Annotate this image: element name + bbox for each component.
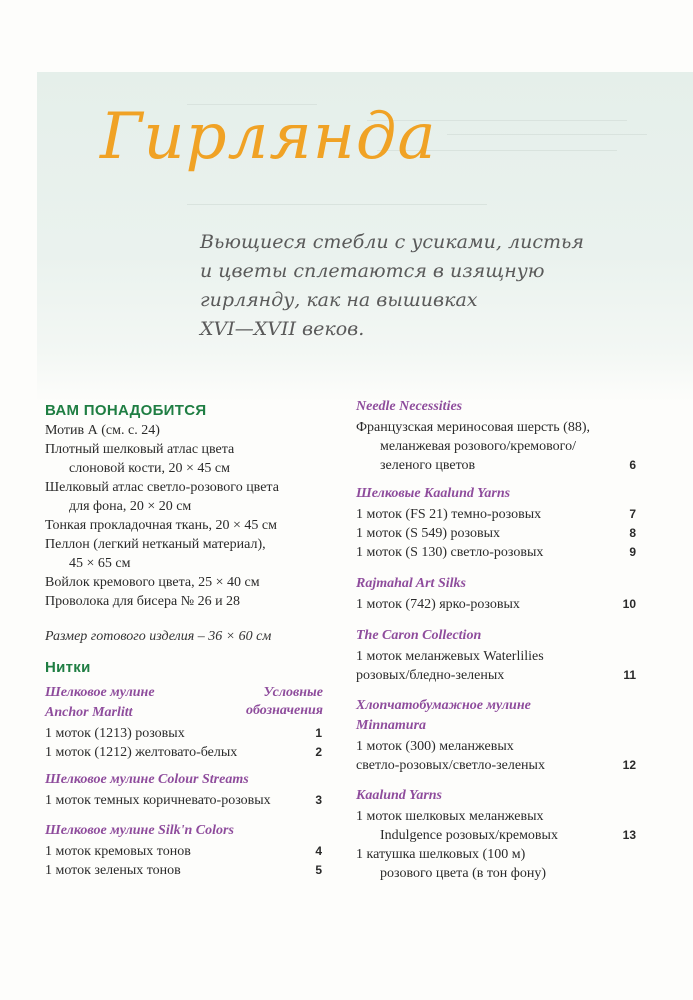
needs-item: Войлок кремового цвета, 25 × 40 см — [45, 575, 260, 590]
thread-row — [356, 845, 636, 864]
needs-item-cont: для фона, 20 × 20 см — [69, 499, 192, 514]
thread-row — [356, 826, 636, 845]
thread-text: 1 моток кремовых тонов — [45, 844, 191, 859]
thread-brand: Anchor Marlitt — [45, 705, 133, 720]
thread-text: меланжевая розового/кремового/ — [380, 439, 576, 454]
legend-header — [246, 684, 323, 720]
thread-text: 1 катушка шелковых (100 м) — [356, 847, 526, 862]
thread-text: 1 моток (1213) розовых — [45, 726, 185, 741]
thread-text: светло-розовых/светло-зеленых — [356, 758, 545, 773]
subtitle-line: XVI—XVII веков. — [200, 318, 365, 340]
thread-group-silkn-colors — [45, 822, 335, 880]
thread-row — [356, 543, 636, 562]
thread-row — [45, 743, 335, 762]
legend-number: 13 — [622, 828, 636, 842]
thread-row — [356, 666, 636, 685]
thread-row — [356, 737, 636, 756]
thread-row — [356, 505, 636, 524]
finished-size-note: Размер готового изделия – 36 × 60 см — [45, 629, 272, 644]
thread-text: розового цвета (в тон фону) — [380, 866, 547, 881]
needs-item: Тонкая прокладочная ткань, 20 × 45 см — [45, 518, 277, 533]
thread-text: 1 моток (1212) желтовато-белых — [45, 745, 238, 760]
thread-text: 1 моток (300) меланжевых — [356, 739, 514, 754]
legend-number: 7 — [629, 507, 636, 521]
thread-row — [45, 861, 335, 880]
thread-group-needle-necessities — [356, 398, 636, 475]
thread-brand: Хлопчатобумажное мулине — [356, 698, 531, 713]
faint-bleedthrough-line — [447, 134, 647, 135]
thread-brand: Шелковое мулине Colour Streams — [45, 772, 249, 787]
thread-text: 1 моток (FS 21) темно-розовых — [356, 507, 542, 522]
legend-number: 12 — [622, 758, 636, 772]
legend-number: 9 — [629, 545, 636, 559]
needs-item-cont: 45 × 65 см — [69, 556, 131, 571]
thread-row — [45, 791, 335, 810]
page-title: Гирлянда — [100, 100, 437, 174]
thread-text: 1 моток зеленых тонов — [45, 863, 181, 878]
thread-row — [356, 456, 636, 475]
threads-heading: Нитки — [45, 659, 91, 676]
thread-text: 1 моток шелковых меланжевых — [356, 809, 544, 824]
page-subtitle — [200, 228, 620, 344]
legend-number: 6 — [629, 458, 636, 472]
thread-group-colour-streams — [45, 771, 335, 810]
thread-row — [45, 724, 335, 743]
thread-group-anchor — [45, 684, 335, 762]
thread-text: 1 моток (742) ярко-розовых — [356, 597, 520, 612]
legend-number: 2 — [315, 745, 322, 759]
thread-brand: Rajmahal Art Silks — [356, 576, 466, 591]
thread-group-minnamura — [356, 697, 636, 775]
thread-brand: Шелковое мулине — [45, 685, 155, 700]
thread-brand: The Caron Collection — [356, 628, 482, 643]
needs-item: Пеллон (легкий нетканый материал), — [45, 537, 266, 552]
thread-row — [356, 418, 636, 437]
brand-row — [45, 684, 335, 722]
thread-row — [356, 647, 636, 666]
subtitle-line: гирлянду, как на вышивках — [200, 289, 478, 311]
legend-label: Условные — [263, 685, 323, 700]
thread-row — [356, 437, 636, 456]
thread-brand: Needle Necessities — [356, 399, 463, 414]
thread-row — [45, 842, 335, 861]
needs-item: Проволока для бисера № 26 и 28 — [45, 594, 241, 609]
thread-row — [356, 807, 636, 826]
legend-number: 4 — [315, 844, 322, 858]
thread-text: 1 моток темных коричневато-розовых — [45, 793, 271, 808]
thread-group-kaalund-yarns — [356, 787, 636, 883]
legend-number: 8 — [629, 526, 636, 540]
thread-group-kaalund-silk — [356, 485, 636, 562]
thread-group-caron — [356, 627, 636, 685]
right-column — [356, 398, 636, 883]
thread-text: Французская мериносовая шерсть (88), — [356, 420, 590, 435]
subtitle-line: Вьющиеся стебли с усиками, листья — [200, 231, 584, 253]
left-column — [45, 395, 335, 880]
thread-row — [356, 756, 636, 775]
thread-row — [356, 595, 636, 614]
needs-list — [45, 421, 335, 611]
thread-brand: Kaalund Yarns — [356, 788, 442, 803]
legend-number: 11 — [623, 668, 636, 682]
faint-bleedthrough-line — [187, 204, 487, 205]
thread-group-rajmahal — [356, 575, 636, 614]
needs-item: Мотив А (см. с. 24) — [45, 423, 160, 438]
thread-row — [356, 864, 636, 883]
legend-number: 10 — [622, 597, 636, 611]
legend-number: 5 — [315, 863, 322, 877]
thread-text: 1 моток (S 130) светло-розовых — [356, 545, 544, 560]
thread-brand: Шелковые Kaalund Yarns — [356, 486, 511, 501]
thread-text: 1 моток меланжевых Waterlilies — [356, 649, 544, 664]
subtitle-line: и цветы сплетаются в изящную — [200, 260, 545, 282]
thread-text: зеленого цветов — [380, 458, 476, 473]
thread-brand: Шелковое мулине Silk'n Colors — [45, 823, 234, 838]
needs-heading: ВАМ ПОНАДОБИТСЯ — [45, 402, 207, 419]
needs-item-cont: слоновой кости, 20 × 45 см — [69, 461, 230, 476]
thread-text: 1 моток (S 549) розовых — [356, 526, 500, 541]
thread-row — [356, 524, 636, 543]
legend-number: 1 — [315, 726, 322, 740]
thread-text: Indulgence розовых/кремовых — [380, 828, 558, 843]
legend-label: обозначения — [246, 703, 323, 718]
legend-number: 3 — [315, 793, 322, 807]
thread-brand: Minnamura — [356, 718, 427, 733]
needs-item: Плотный шелковый атлас цвета — [45, 442, 235, 457]
thread-text: розовых/бледно-зеленых — [356, 668, 505, 683]
needs-item: Шелковый атлас светло-розового цвета — [45, 480, 279, 495]
